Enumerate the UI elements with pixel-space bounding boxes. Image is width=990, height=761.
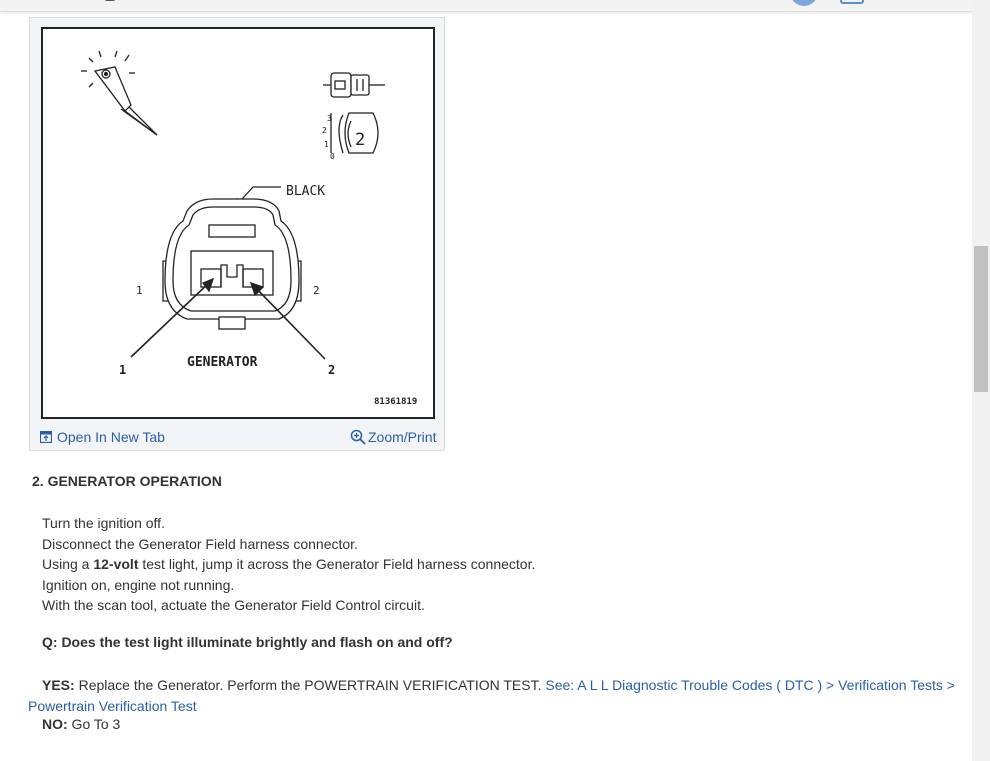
diagnostic-question: Q: Does the test light illuminate brightly and flash on and off? — [42, 634, 453, 650]
scale-1: 1 — [324, 140, 329, 149]
open-in-new-tab-link[interactable] — [40, 429, 165, 445]
label-black: BLACK — [286, 184, 326, 199]
scale-0: 0 — [330, 152, 335, 161]
section-title: 2. GENERATOR OPERATION — [32, 473, 222, 489]
scale-3: 3 — [327, 114, 332, 123]
scrollbar-thumb[interactable] — [974, 246, 988, 392]
figure-card — [29, 17, 445, 451]
test-light-icon — [81, 51, 157, 135]
connector-number: 2 — [355, 130, 366, 150]
zoom-print-label: Zoom/Print — [368, 429, 437, 445]
open-new-tab-icon — [40, 431, 52, 443]
toolbar-icon[interactable] — [104, 0, 116, 1]
verification-test-link[interactable]: See: A L L Diagnostic Trouble Codes ( DTC ) > Verification Tests > Powertrain Verification Test — [28, 677, 955, 714]
step-2: Disconnect the Generator Field harness connector. — [42, 535, 358, 552]
answer-yes — [28, 675, 968, 716]
label-callout-1: 1 — [119, 363, 127, 377]
step-3-bold: 12-volt — [93, 556, 139, 572]
label-generator: GENERATOR — [187, 355, 258, 370]
step-3-prefix: Using a — [42, 556, 94, 572]
zoom-icon — [350, 429, 366, 445]
step-3-suffix: test light, jump it across the Generator Field harness connector. — [138, 556, 536, 572]
connector-diagram-svg — [43, 29, 433, 417]
instruction-steps — [42, 513, 535, 616]
step-5: With the scan tool, actuate the Generator Field Control circuit. — [42, 597, 425, 613]
no-text: Go To 3 — [67, 716, 121, 732]
open-in-new-tab-label: Open In New Tab — [57, 429, 165, 445]
connector-icon — [323, 73, 385, 97]
yes-text: Replace the Generator. Perform the POWERTRAIN VERIFICATION TEST. — [74, 677, 546, 693]
scale-2: 2 — [322, 126, 327, 135]
page-scrollbar[interactable] — [972, 0, 990, 761]
generator-connector-outline — [163, 199, 301, 329]
tray-icon[interactable] — [840, 0, 864, 4]
top-toolbar — [0, 0, 972, 12]
label-pin-2: 2 — [313, 284, 320, 297]
yes-label: YES: — [42, 677, 75, 693]
step-1: Turn the ignition off. — [42, 515, 165, 531]
user-avatar[interactable] — [790, 0, 818, 6]
figure-code: 81361819 — [374, 397, 418, 407]
zoom-print-link[interactable] — [350, 429, 436, 445]
label-callout-2: 2 — [328, 363, 336, 377]
answer-no — [42, 716, 120, 732]
step-4: Ignition on, engine not running. — [42, 576, 235, 593]
no-label: NO: — [42, 716, 68, 732]
connector-diagram — [41, 27, 435, 419]
step-3 — [42, 554, 535, 575]
label-pin-1: 1 — [136, 284, 143, 297]
